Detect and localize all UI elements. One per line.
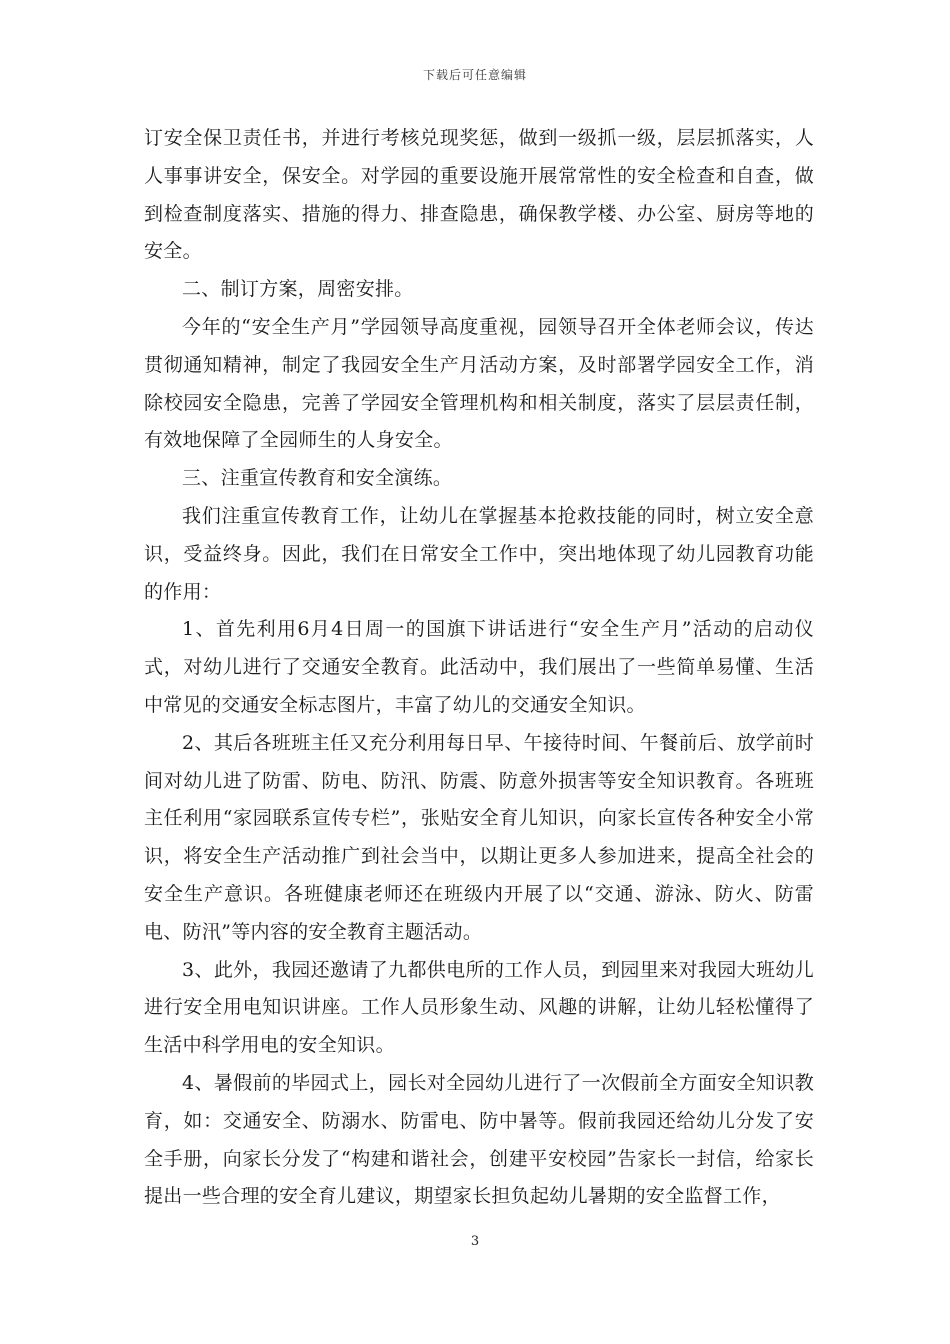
page-number: 3 — [470, 1234, 480, 1249]
paragraph-safety-month: 今年的“安全生产月”学园领导高度重视，园领导召开全体老师会议，传达贯彻通知精神，制定了我园安全生产月活动方案，及时部署学园安全工作，消除校园安全隐患，完善了学园安全管理机构和相关制度，落实了层层责任制，有效地保障了全园师生的人身安全。 — [144, 315, 814, 452]
list-item-2: 2、其后各班班主任又充分利用每日早、午接待时间、午餐前后、放学前时间对幼儿进了防雷、防电、防汛、防震、防意外损害等安全知识教育。各班班主任利用“家园联系宣传专栏”，张贴安全育儿知识，向家长宣传各种安全小常识，将安全生产活动推广到社会当中，以期让更多人参加进来，提高全社会的安全生产意识。各班健康老师还在班级内开展了以“交通、游泳、防火、防雷电、防汛”等内容的安全教育主题活动。 — [144, 731, 814, 943]
document-body — [144, 120, 814, 1216]
section-heading-3: 三、注重宣传教育和安全演练。 — [182, 467, 453, 490]
list-item-4: 4、暑假前的毕园式上，园长对全园幼儿进行了一次假前全方面安全知识教育，如：交通安全、防溺水、防雷电、防中暑等。假前我园还给幼儿分发了安全手册，向家长分发了“构建和谐社会，创建平安校园”告家长一封信，给家长提出一些合理的安全育儿建议，期望家长担负起幼儿暑期的安全监督工作， — [144, 1071, 814, 1208]
paragraph-publicity-education: 我们注重宣传教育工作，让幼儿在掌握基本抢救技能的同时，树立安全意识，受益终身。因此，我们在日常安全工作中，突出地体现了幼儿园教育功能的作用： — [144, 504, 814, 603]
paragraph-continuation: 订安全保卫责任书，并进行考核兑现奖惩，做到一级抓一级，层层抓落实，人人事事讲安全，保安全。对学园的重要设施开展常常性的安全检查和自查，做到检查制度落实、措施的得力、排查隐患，确保教学楼、办公室、厨房等地的安全。 — [144, 127, 814, 263]
download-editable-note: 下载后可任意编辑 — [422, 68, 527, 82]
list-item-1: 1、首先利用6月4日周一的国旗下讲话进行“安全生产月”活动的启动仪式，对幼儿进行了交通安全教育。此活动中，我们展出了一些简单易懂、生活中常见的交通安全标志图片，丰富了幼儿的交通安全知识。 — [144, 618, 814, 716]
section-heading-2: 二、制订方案，周密安排。 — [182, 278, 414, 301]
list-item-3: 3、此外，我园还邀请了九都供电所的工作人员，到园里来对我园大班幼儿进行安全用电知识讲座。工作人员形象生动、风趣的讲解，让幼儿轻松懂得了生活中科学用电的安全知识。 — [144, 958, 814, 1057]
